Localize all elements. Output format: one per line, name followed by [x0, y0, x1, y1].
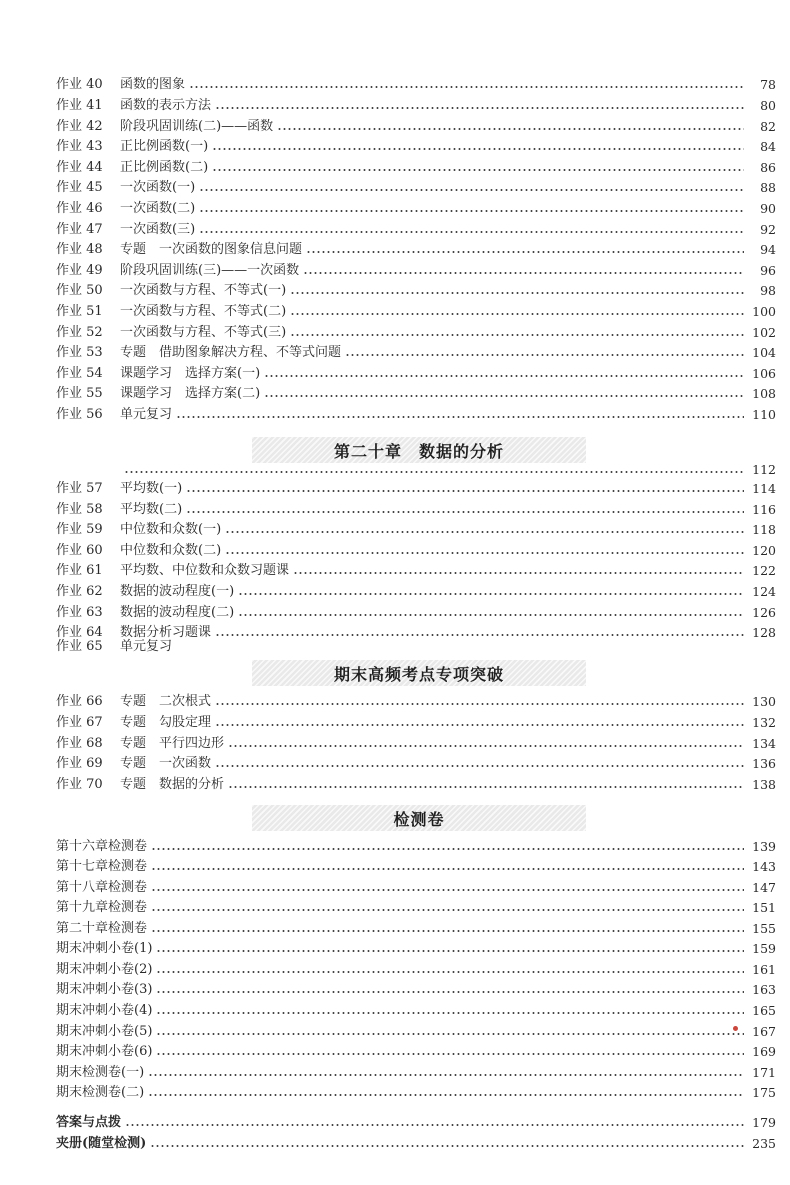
entry-page: 175 [752, 1085, 776, 1100]
entry-page: 96 [760, 263, 776, 278]
entry-title: 正比例函数(二) [120, 160, 209, 175]
entry-page: 128 [752, 625, 776, 640]
toc-entry[interactable] [56, 979, 776, 999]
entry-title: 数据的波动程度(二) [120, 605, 235, 620]
entry-page: 88 [760, 180, 776, 195]
entry-page: 130 [752, 694, 776, 709]
entry-page: 126 [752, 605, 776, 620]
entry-title: 期末冲刺小卷(4) [56, 1003, 153, 1018]
entry-title: 阶段巩固训练(三)——一次函数 [120, 263, 300, 278]
entry-title: 正比例函数(一) [120, 139, 209, 154]
toc-entry[interactable] [56, 459, 776, 479]
toc-entry[interactable] [56, 177, 776, 197]
entry-number: 作业 47 [56, 222, 103, 237]
entry-page: 161 [752, 962, 776, 977]
entry-number: 作业 65 [56, 639, 103, 654]
entry-number: 作业 57 [56, 481, 103, 496]
entry-page: 163 [752, 982, 776, 997]
entry-page: 171 [752, 1065, 776, 1080]
entry-page: 159 [752, 941, 776, 956]
toc-entry[interactable] [56, 198, 776, 218]
toc-entry[interactable] [56, 636, 776, 656]
entry-page: 169 [752, 1044, 776, 1059]
entry-title: 平均数(一) [120, 481, 183, 496]
entry-page: 94 [760, 242, 776, 257]
leader-dots [156, 969, 744, 975]
toc-entry[interactable] [56, 519, 776, 539]
entry-number: 作业 45 [56, 180, 103, 195]
leader-dots [228, 784, 744, 790]
entry-title: 专题 二次根式 [120, 694, 212, 709]
entry-number: 作业 62 [56, 584, 103, 599]
toc-entry[interactable] [56, 691, 776, 711]
leader-dots [151, 846, 744, 852]
section-banner-title: 期末高频考点专项突破 [333, 664, 504, 684]
leader-dots [151, 887, 744, 893]
leader-dots [215, 701, 744, 707]
entry-title: 期末检测卷(二) [56, 1085, 145, 1100]
entry-page: 112 [752, 462, 776, 477]
leader-dots [306, 249, 744, 255]
entry-page: 106 [752, 366, 776, 381]
leader-dots [215, 763, 744, 769]
entry-number: 作业 68 [56, 736, 103, 751]
entry-page: 116 [752, 502, 776, 517]
leader-dots [225, 529, 744, 535]
entry-number: 作业 51 [56, 304, 103, 319]
toc-entry[interactable] [56, 301, 776, 321]
leader-dots [150, 1143, 744, 1149]
entry-page: 82 [760, 119, 776, 134]
toc-entry[interactable] [56, 1082, 776, 1102]
entry-title: 期末冲刺小卷(5) [56, 1024, 153, 1039]
entry-title: 平均数(二) [120, 502, 183, 517]
entry-page: 118 [752, 522, 776, 537]
leader-dots [199, 208, 744, 214]
entry-number: 作业 48 [56, 242, 103, 257]
entry-title: 一次函数(三) [120, 222, 196, 237]
entry-title: 期末冲刺小卷(3) [56, 982, 153, 997]
leader-dots [212, 146, 744, 152]
entry-title: 专题 借助图象解决方程、不等式问题 [120, 345, 342, 360]
toc-entry[interactable] [56, 602, 776, 622]
entry-title: 中位数和众数(一) [120, 522, 222, 537]
toc-entry[interactable] [56, 581, 776, 601]
entry-number: 作业 52 [56, 325, 103, 340]
toc-entry[interactable] [56, 1133, 776, 1153]
entry-title: 一次函数(二) [120, 201, 196, 216]
toc-entry[interactable] [56, 383, 776, 403]
leader-dots [264, 373, 744, 379]
entry-page: 98 [760, 283, 776, 298]
entry-number: 作业 50 [56, 283, 103, 298]
entry-page: 147 [752, 880, 776, 895]
entry-title: 一次函数与方程、不等式(一) [120, 283, 287, 298]
entry-page: 179 [752, 1115, 776, 1130]
leader-dots [148, 1072, 744, 1078]
toc-entry[interactable] [56, 404, 776, 424]
leader-dots [176, 414, 744, 420]
toc-entry[interactable] [56, 918, 776, 938]
entry-page: 167 [752, 1024, 776, 1039]
toc-entry[interactable] [56, 877, 776, 897]
leader-dots [212, 167, 744, 173]
entry-number: 作业 70 [56, 777, 103, 792]
leader-dots [156, 989, 744, 995]
red-ink-mark [733, 1026, 738, 1031]
leader-dots [290, 311, 744, 317]
entry-page: 108 [752, 386, 776, 401]
toc-entry[interactable] [56, 95, 776, 115]
entry-title: 第十九章检测卷 [56, 900, 148, 915]
entry-number: 作业 59 [56, 522, 103, 537]
entry-title: 第二十章检测卷 [56, 921, 148, 936]
entry-title: 专题 一次函数 [120, 756, 212, 771]
leader-dots [225, 550, 744, 556]
entry-number: 作业 49 [56, 263, 103, 278]
toc-entry[interactable] [56, 478, 776, 498]
entry-title: 专题 一次函数的图象信息问题 [120, 242, 303, 257]
leader-dots [189, 84, 744, 90]
leader-dots [156, 1010, 744, 1016]
leader-dots [264, 393, 744, 399]
entry-page: 138 [752, 777, 776, 792]
toc-entry[interactable] [56, 774, 776, 794]
entry-page: 155 [752, 921, 776, 936]
entry-page: 124 [752, 584, 776, 599]
leader-dots [156, 1051, 744, 1057]
leader-dots [290, 290, 744, 296]
entry-title: 课题学习 选择方案(二) [120, 386, 261, 401]
entry-title: 期末冲刺小卷(6) [56, 1044, 153, 1059]
entry-title: 专题 勾股定理 [120, 715, 212, 730]
entry-title: 单元复习 [120, 407, 173, 422]
leader-dots [124, 469, 744, 475]
entry-page: 122 [752, 563, 776, 578]
toc-entry[interactable] [56, 753, 776, 773]
entry-page: 136 [752, 756, 776, 771]
toc-entry[interactable] [56, 712, 776, 732]
entry-page: 78 [760, 77, 776, 92]
entry-title: 平均数、中位数和众数习题课 [120, 563, 290, 578]
entry-page: 120 [752, 543, 776, 558]
toc-entry[interactable] [56, 116, 776, 136]
entry-page: 100 [752, 304, 776, 319]
leader-dots [215, 722, 744, 728]
entry-page: 134 [752, 736, 776, 751]
leader-dots [156, 1031, 744, 1037]
toc-entry[interactable] [56, 1000, 776, 1020]
entry-number: 作业 69 [56, 756, 103, 771]
entry-page: 110 [752, 407, 776, 422]
entry-number: 作业 41 [56, 98, 103, 113]
entry-number: 作业 43 [56, 139, 103, 154]
toc-entry[interactable] [56, 322, 776, 342]
toc-entry[interactable] [56, 897, 776, 917]
leader-dots [151, 907, 744, 913]
toc-entry[interactable] [56, 280, 776, 300]
toc-entry[interactable] [56, 499, 776, 519]
toc-entry[interactable] [56, 239, 776, 259]
entry-number: 作业 63 [56, 605, 103, 620]
entry-page: 80 [760, 98, 776, 113]
entry-page: 235 [752, 1136, 776, 1151]
toc-entry[interactable] [56, 856, 776, 876]
leader-dots [238, 591, 744, 597]
toc-entry[interactable] [56, 1062, 776, 1082]
entry-number: 作业 56 [56, 407, 103, 422]
entry-title: 答案与点拨 [56, 1115, 122, 1130]
entry-title: 单元复习 [120, 639, 173, 654]
toc-entry[interactable] [56, 836, 776, 856]
leader-dots [345, 352, 744, 358]
entry-page: 104 [752, 345, 776, 360]
entry-page: 132 [752, 715, 776, 730]
entry-number: 作业 61 [56, 563, 103, 578]
entry-title: 专题 数据的分析 [120, 777, 225, 792]
leader-dots [125, 1122, 744, 1128]
toc-entry[interactable] [56, 560, 776, 580]
leader-dots [238, 612, 744, 618]
leader-dots [228, 743, 744, 749]
entry-title: 一次函数与方程、不等式(二) [120, 304, 287, 319]
entry-number: 作业 44 [56, 160, 103, 175]
entry-title: 第十七章检测卷 [56, 859, 148, 874]
entry-number: 作业 58 [56, 502, 103, 517]
leader-dots [151, 928, 744, 934]
leader-dots [293, 570, 744, 576]
entry-number: 作业 46 [56, 201, 103, 216]
entry-page: 139 [752, 839, 776, 854]
toc-entry[interactable] [56, 260, 776, 280]
section-banner-title: 第二十章 数据的分析 [333, 441, 504, 461]
section-banner-final-review [252, 660, 586, 686]
entry-page: 151 [752, 900, 776, 915]
entry-title: 专题 平行四边形 [120, 736, 225, 751]
leader-dots [148, 1092, 744, 1098]
toc-entry[interactable] [56, 1021, 776, 1041]
leader-dots [186, 488, 744, 494]
entry-number: 作业 60 [56, 543, 103, 558]
leader-dots [156, 948, 744, 954]
leader-dots [215, 105, 744, 111]
entry-number: 作业 40 [56, 77, 103, 92]
entry-page: 143 [752, 859, 776, 874]
toc-entry[interactable] [56, 540, 776, 560]
leader-dots [277, 126, 744, 132]
entry-number: 作业 64 [56, 625, 103, 640]
entry-page: 92 [760, 222, 776, 237]
toc-entry[interactable] [56, 1112, 776, 1132]
toc-entry[interactable] [56, 342, 776, 362]
entry-page: 84 [760, 139, 776, 154]
entry-title: 阶段巩固训练(二)——函数 [120, 119, 274, 134]
entry-page: 102 [752, 325, 776, 340]
entry-title: 数据的波动程度(一) [120, 584, 235, 599]
entry-title: 一次函数(一) [120, 180, 196, 195]
entry-title: 期末检测卷(一) [56, 1065, 145, 1080]
entry-title: 中位数和众数(二) [120, 543, 222, 558]
toc-entry[interactable] [56, 157, 776, 177]
entry-page: 90 [760, 201, 776, 216]
entry-title: 第十八章检测卷 [56, 880, 148, 895]
toc-entry[interactable] [56, 74, 776, 94]
entry-number: 作业 53 [56, 345, 103, 360]
entry-page: 165 [752, 1003, 776, 1018]
section-banner-title: 检测卷 [393, 809, 445, 829]
toc-entry[interactable] [56, 1041, 776, 1061]
section-banner-tests [252, 805, 586, 831]
entry-number: 作业 55 [56, 386, 103, 401]
entry-title: 函数的表示方法 [120, 98, 212, 113]
leader-dots [303, 270, 744, 276]
leader-dots [199, 187, 744, 193]
toc-entry[interactable] [56, 136, 776, 156]
entry-title: 第十六章检测卷 [56, 839, 148, 854]
entry-page: 86 [760, 160, 776, 175]
leader-dots [199, 229, 744, 235]
entry-title: 期末冲刺小卷(1) [56, 941, 153, 956]
entry-number: 作业 42 [56, 119, 103, 134]
toc-entry[interactable] [56, 959, 776, 979]
toc-entry[interactable] [56, 733, 776, 753]
entry-title: 夹册(随堂检测) [56, 1136, 147, 1151]
entry-number: 作业 67 [56, 715, 103, 730]
entry-title: 课题学习 选择方案(一) [120, 366, 261, 381]
leader-dots [290, 332, 744, 338]
entry-number: 作业 54 [56, 366, 103, 381]
entry-title: 期末冲刺小卷(2) [56, 962, 153, 977]
entry-number: 作业 66 [56, 694, 103, 709]
leader-dots [151, 866, 744, 872]
entry-page: 114 [752, 481, 776, 496]
entry-title: 一次函数与方程、不等式(三) [120, 325, 287, 340]
entry-title: 函数的图象 [120, 77, 186, 92]
leader-dots [186, 509, 744, 515]
toc-entry[interactable] [56, 363, 776, 383]
toc-entry[interactable] [56, 938, 776, 958]
toc-entry[interactable] [56, 219, 776, 239]
entry-title: 数据分析习题课 [120, 625, 212, 640]
